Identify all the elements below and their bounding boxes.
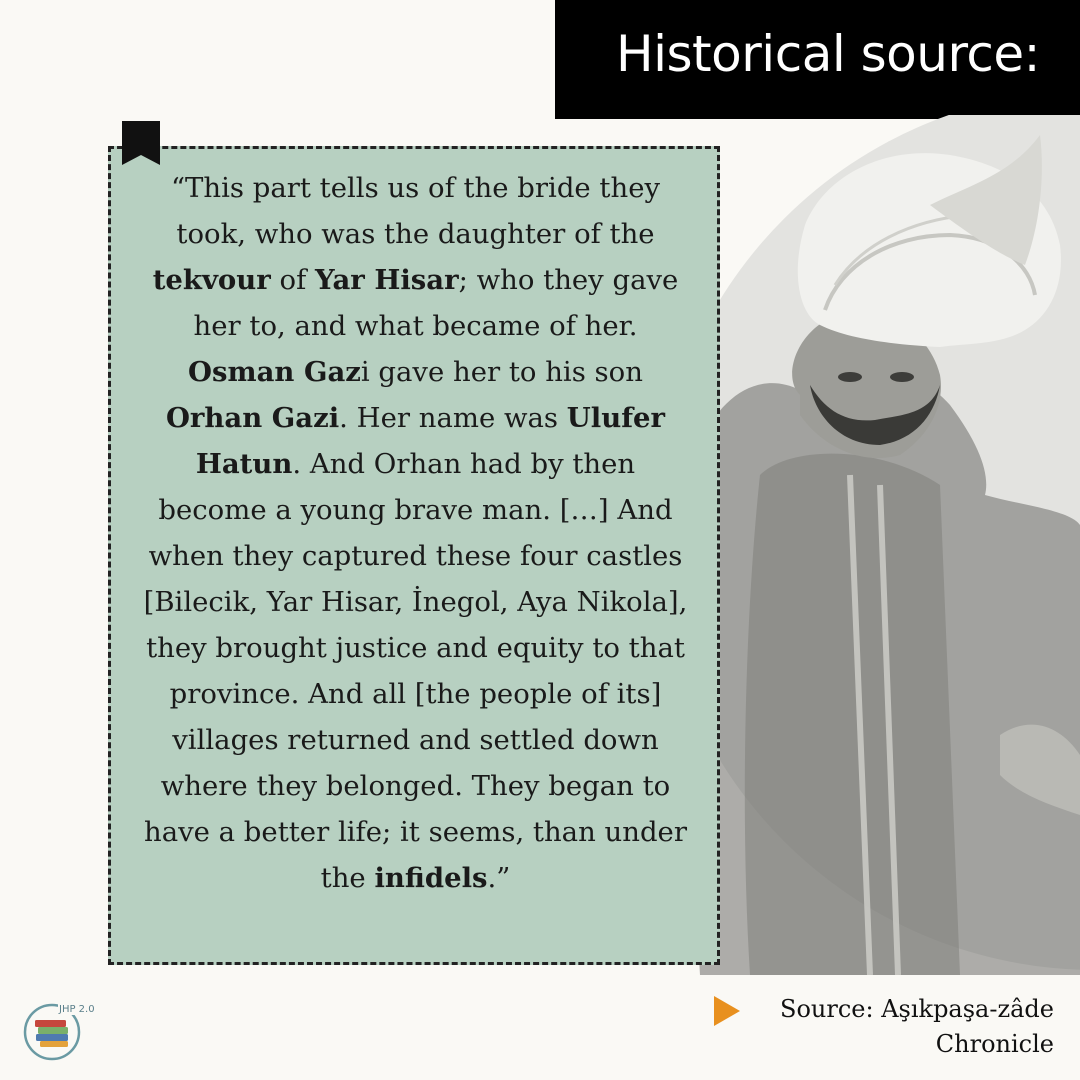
- quote-segment: .”: [487, 862, 511, 894]
- quote-segment: of: [270, 264, 315, 296]
- quote-emphasis: Ulufer Hatun: [195, 402, 666, 480]
- quote-emphasis: tekvour: [152, 264, 271, 296]
- header-bar: [555, 0, 1080, 119]
- quote-segment: “This part tells us of the bride they took, who was the daughter of the: [170, 172, 661, 250]
- quote-emphasis: Yar Hisar: [314, 264, 459, 296]
- books-logo-icon: [22, 1000, 102, 1062]
- quote-segment: i gave her to his son: [360, 356, 643, 388]
- quote-emphasis: infidels: [374, 862, 488, 894]
- page-title: Historical source:: [616, 25, 1040, 83]
- quote-emphasis: Orhan Gazi: [165, 402, 340, 434]
- quote-text: [138, 165, 693, 901]
- quote-segment: . Her name was: [339, 402, 567, 434]
- logo-label: JHP 2.0: [59, 1004, 95, 1015]
- bookmark-icon: [122, 121, 160, 169]
- source-line-2: Chronicle: [935, 1030, 1054, 1058]
- quote-segment: ; who they gave her to, and what became of her.: [193, 264, 679, 342]
- source-citation: [734, 992, 1054, 1062]
- quote-emphasis: Osman Gaz: [188, 356, 361, 388]
- source-line-1: Source: Aşıkpaşa-zâde: [780, 995, 1054, 1023]
- quote-segment: . And Orhan had by then become a young brave man. […] And when they captured these four castles [Bilecik, Yar Hisar, İnegol, Aya Nikola], they brought justice and equity to that province. And all [the people of its] villages returned and settled down where they belonged. They began to have a better life; it seems, than under the: [143, 448, 688, 894]
